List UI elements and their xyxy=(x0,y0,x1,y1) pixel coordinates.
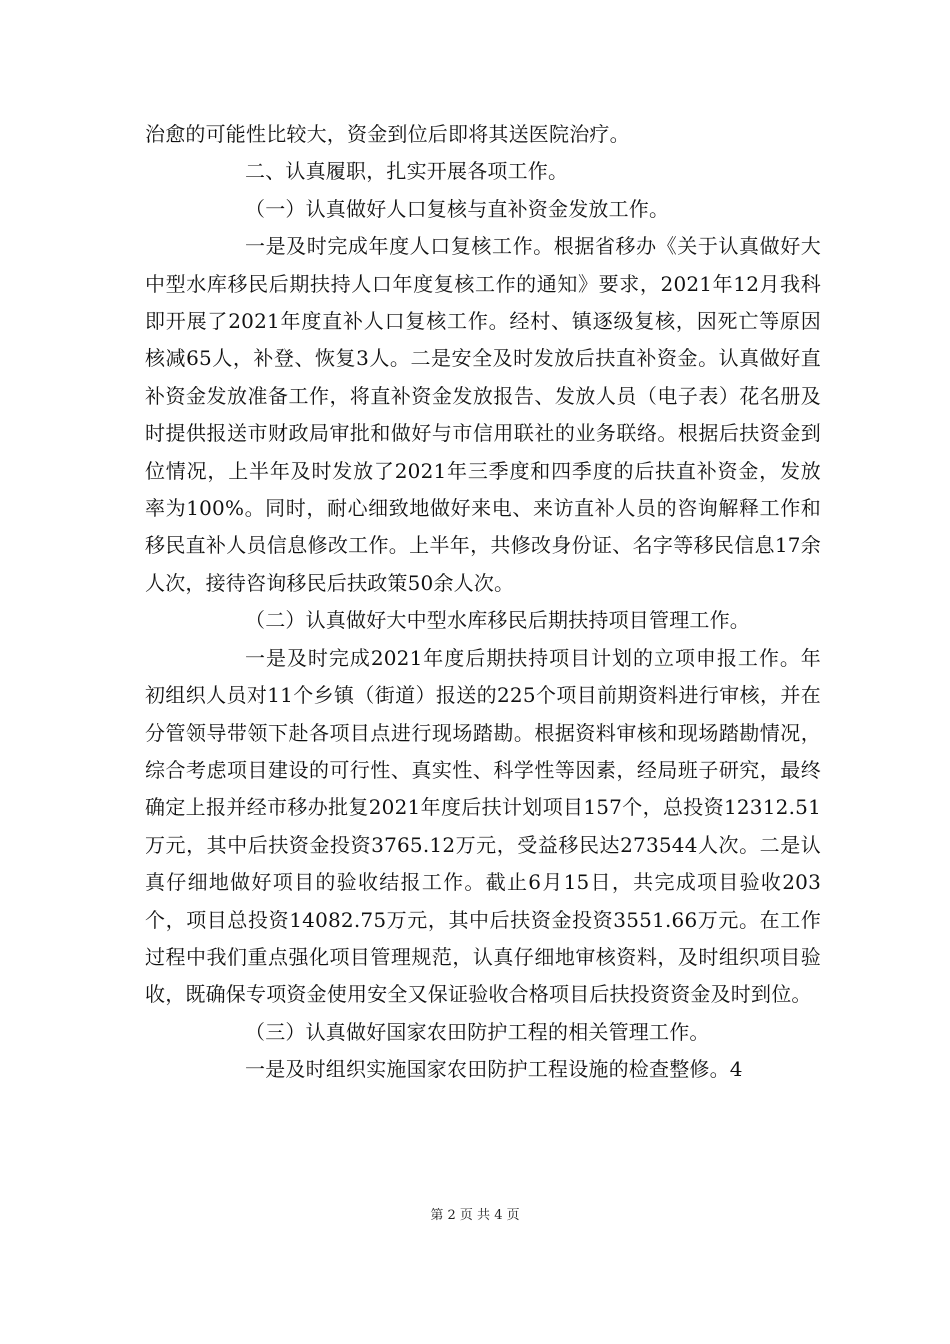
paragraph-continuation: 治愈的可能性比较大，资金到位后即将其送医院治疗。 xyxy=(145,122,630,146)
paragraph-farmland-protection: 一是及时组织实施国家农田防护工程设施的检查整修。4 xyxy=(245,1057,743,1082)
paragraph-project-management: 一是及时完成2021年度后期扶持项目计划的立项申报工作。年初组织人员对11个乡镇（街道）报送的225个项目前期资料进行审核，并在分管领导带领下赴各项目点进行现场踏勘。根据资料审核和现场踏勘情况，综合考虑项目建设的可行性、真实性、科学性等因素，经局班子研究，最终确定上报并经市移办批复2021年度后扶计划项目157个，总投资12312.51万元，其中后扶资金投资3765.12万元，受益移民达273544人次。二是认真仔细地做好项目的验收结报工作。截止6月15日，共完成项目验收203个，项目总投资14082.75万元，其中后扶资金投资3551.66万元。在工作过程中我们重点强化项目管理规范，认真仔细地审核资料，及时组织项目验收，既确保专项资金使用安全又保证验收合格项目后扶投资资金及时到位。 xyxy=(145,645,821,1007)
page-number-footer: 第 2 页 共 4 页 xyxy=(430,1208,520,1223)
subsection-heading-3: （三）认真做好国家农田防护工程的相关管理工作。 xyxy=(245,1019,710,1044)
document-body xyxy=(145,116,821,1089)
section-heading-2: 二、认真履职，扎实开展各项工作。 xyxy=(245,159,569,184)
subsection-heading-2: （二）认真做好大中型水库移民后期扶持项目管理工作。 xyxy=(245,608,750,633)
paragraph-population-review: 一是及时完成年度人口复核工作。根据省移办《关于认真做好大中型水库移民后期扶持人口年度复核工作的通知》要求，2021年12月我科即开展了2021年度直补人口复核工作。经村、镇逐级复核，因死亡等原因核减65人，补登、恢复3人。二是安全及时发放后扶直补资金。认真做好直补资金发放准备工作，将直补资金发放报告、发放人员（电子表）花名册及时提供报送市财政局审批和做好与市信用联社的业务联络。根据后扶资金到位情况，上半年及时发放了2021年三季度和四季度的后扶直补资金，发放率为100%。同时，耐心细致地做好来电、来访直补人员的咨询解释工作和移民直补人员信息修改工作。上半年，共修改身份证、名字等移民信息17余人次，接待咨询移民后扶政策50余人次。 xyxy=(145,234,821,595)
subsection-heading-1: （一）认真做好人口复核与直补资金发放工作。 xyxy=(245,196,670,221)
